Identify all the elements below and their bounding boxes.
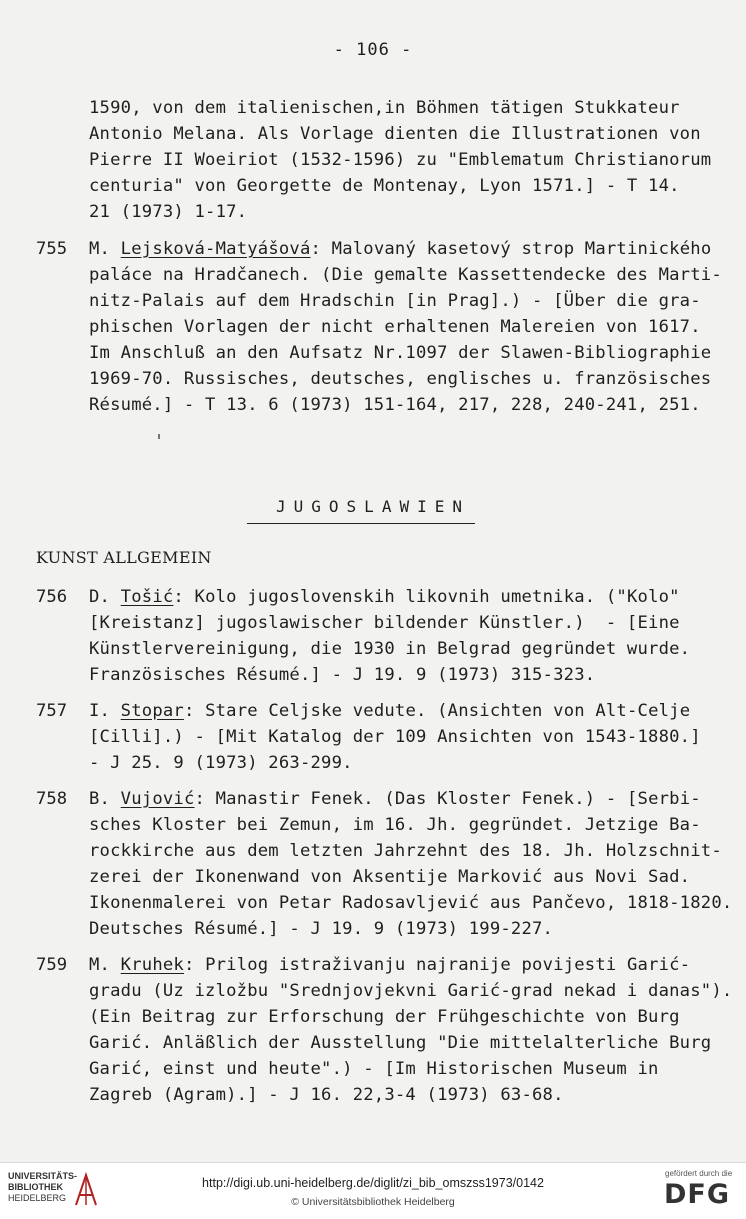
entry-author: Tošić bbox=[120, 587, 174, 607]
text-line: Deutsches Résumé.] - J 19. 9 (1973) 199-227. bbox=[89, 919, 554, 939]
entry-initial: M. bbox=[89, 239, 111, 259]
text-line: gradu (Uz izložbu "Srednjovjekvni Garić-grad nekad i danas"). bbox=[89, 981, 733, 1001]
copyright-notice: © Universitätsbibliothek Heidelberg bbox=[291, 1196, 455, 1208]
entry-author: Vujović bbox=[120, 789, 195, 809]
text-line: Französisches Résumé.] - J 19. 9 (1973) 315-323. bbox=[89, 665, 596, 685]
entry-author: Lejsková-Matyášová bbox=[120, 239, 311, 259]
entry-author: Stopar bbox=[120, 701, 184, 721]
text-line: - J 25. 9 (1973) 263-299. bbox=[89, 753, 353, 773]
text-line: nitz-Palais auf dem Hradschin [in Prag].) - [Über die gra- bbox=[89, 291, 701, 311]
entry-initial: D. bbox=[89, 587, 111, 607]
section-heading: KUNST ALLGEMEIN bbox=[36, 548, 212, 567]
entry-title: : Prilog istraživanju najranije povijesti Garić- bbox=[183, 955, 691, 975]
text-line: Garić, einst und heute".) - [Im Historischen Museum in bbox=[89, 1059, 659, 1079]
library-name-line: UNIVERSITÄTS- bbox=[8, 1171, 78, 1181]
text-line: [Cilli].) - [Mit Katalog der 109 Ansichten von 1543-1880.] bbox=[89, 727, 701, 747]
text-line: Zagreb (Agram).] - J 16. 22,3-4 (1973) 63-68. bbox=[89, 1085, 564, 1105]
text-line: Antonio Melana. Als Vorlage dienten die Illustrationen von bbox=[89, 124, 701, 144]
entry-number: 759 bbox=[36, 955, 68, 975]
text-line: Ikonenmalerei von Petar Radosavljević aus Pančevo, 1818-1820. bbox=[89, 893, 733, 913]
text-line: 21 (1973) 1-17. bbox=[89, 202, 248, 222]
text-line: Résumé.] - T 13. 6 (1973) 151-164, 217, 228, 240-241, 251. bbox=[89, 395, 701, 415]
entry-initial: M. bbox=[89, 955, 111, 975]
text-line: centuria" von Georgette de Montenay, Lyon 1571.] - T 14. bbox=[89, 176, 680, 196]
entry-number: 756 bbox=[36, 587, 68, 607]
text-line: 1969-70. Russisches, deutsches, englisches u. französisches bbox=[89, 369, 712, 389]
entry-title: : Manastir Fenek. (Das Kloster Fenek.) - [Serbi- bbox=[194, 789, 701, 809]
text-line: 1590, von dem italienischen,in Böhmen tätigen Stukkateur bbox=[89, 98, 680, 118]
funding-note: gefördert durch die bbox=[665, 1169, 733, 1178]
text-line: Im Anschluß an den Aufsatz Nr.1097 der Slawen-Bibliographie bbox=[89, 343, 712, 363]
country-heading: JUGOSLAWIEN bbox=[276, 497, 470, 516]
library-name-line: HEIDELBERG bbox=[8, 1193, 67, 1203]
permalink-url[interactable]: http://digi.ub.uni-heidelberg.de/diglit/zi_bib_omszss1973/0142 bbox=[202, 1176, 544, 1190]
entry-first-line bbox=[89, 585, 680, 609]
entry-initial: B. bbox=[89, 789, 111, 809]
entry-title: : Malovaný kasetový strop Martinického bbox=[310, 239, 712, 259]
text-line: [Kreistanz] jugoslawischer bildender Künstler.) - [Eine bbox=[89, 613, 680, 633]
text-line: Garić. Anläßlich der Ausstellung "Die mittelalterliche Burg bbox=[89, 1033, 712, 1053]
text-line: Pierre II Woeiriot (1532-1596) zu "Emblematum Christianorum bbox=[89, 150, 712, 170]
page-number: - 106 - bbox=[333, 40, 413, 60]
entry-number: 758 bbox=[36, 789, 68, 809]
entry-first-line bbox=[89, 237, 711, 261]
entry-first-line bbox=[89, 787, 701, 811]
text-line: paláce na Hradčanech. (Die gemalte Kassettendecke des Marti- bbox=[89, 265, 722, 285]
entry-author: Kruhek bbox=[120, 955, 184, 975]
entry-title: : Stare Celjske vedute. (Ansichten von Alt-Celje bbox=[183, 701, 691, 721]
entry-first-line bbox=[89, 953, 690, 977]
entry-number: 757 bbox=[36, 701, 68, 721]
viewer-footer bbox=[0, 1162, 746, 1219]
text-line: Künstlervereinigung, die 1930 in Belgrad gegründet wurde. bbox=[89, 639, 691, 659]
entry-title: : Kolo jugoslovenskih likovnih umetnika. ("Kolo" bbox=[173, 587, 680, 607]
dfg-logo[interactable]: DFG bbox=[664, 1179, 731, 1210]
entry-number: 755 bbox=[36, 239, 68, 259]
heading-underline bbox=[247, 523, 475, 524]
text-line: zerei der Ikonenwand von Aksentije Marković aus Novi Sad. bbox=[89, 867, 691, 887]
entry-first-line bbox=[89, 699, 690, 723]
library-name-line: BIBLIOTHEK bbox=[8, 1182, 63, 1192]
text-line: sches Kloster bei Zemun, im 16. Jh. gegründet. Jetzige Ba- bbox=[89, 815, 701, 835]
text-line: (Ein Beitrag zur Erforschung der Frühgeschichte von Burg bbox=[89, 1007, 680, 1027]
scan-speck bbox=[158, 434, 160, 439]
text-line: phischen Vorlagen der nicht erhaltenen Malereien von 1617. bbox=[89, 317, 701, 337]
entry-initial: I. bbox=[89, 701, 111, 721]
text-line: rockkirche aus dem letzten Jahrzehnt des 18. Jh. Holzschnit- bbox=[89, 841, 722, 861]
